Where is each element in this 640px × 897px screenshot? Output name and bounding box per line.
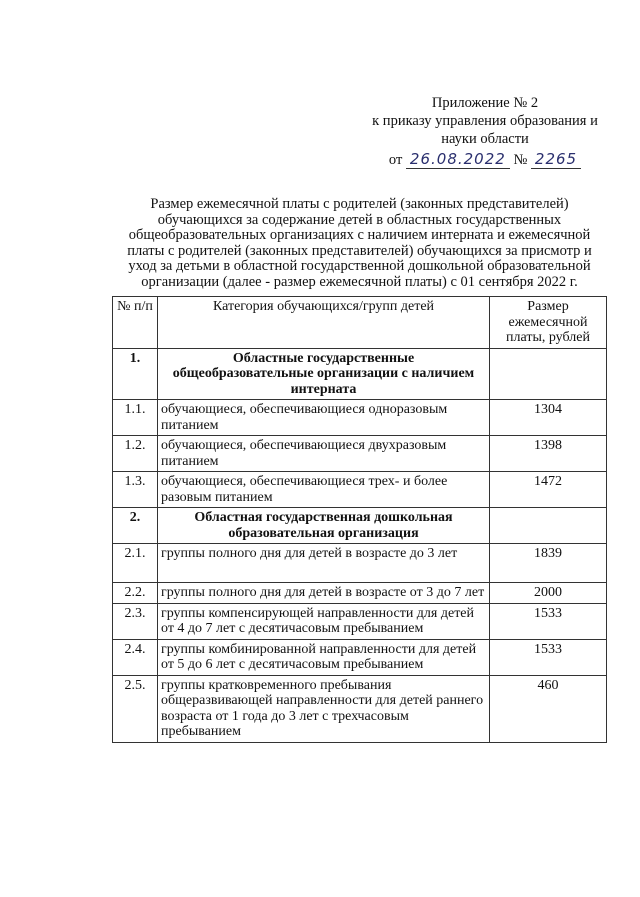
order-prefix: от — [388, 152, 403, 168]
table-row — [113, 348, 607, 400]
row-fee: 1839 — [490, 544, 607, 583]
row-number: 2.2. — [113, 583, 158, 604]
row-fee: 1398 — [490, 436, 607, 472]
order-reference: к приказу управления образования и — [372, 113, 598, 129]
table-row — [113, 675, 607, 742]
row-category: обучающиеся, обеспечивающиеся двухразовым питанием — [158, 436, 490, 472]
table-row — [113, 544, 607, 583]
row-fee — [490, 508, 607, 544]
row-number: 2.1. — [113, 544, 158, 583]
row-category: группы полного дня для детей в возрасте от 3 до 7 лет — [158, 583, 490, 604]
table-row — [113, 639, 607, 675]
row-category: группы комбинированной направленности для детей от 5 до 6 лет с десятичасовым пребыванием — [158, 639, 490, 675]
row-category: Областная государственная дошкольная образовательная организация — [158, 508, 490, 544]
row-category: группы полного дня для детей в возрасте до 3 лет — [158, 544, 490, 583]
row-number: 2.3. — [113, 603, 158, 639]
row-category: группы компенсирующей направленности для детей от 4 до 7 лет с десятичасовым пребыванием — [158, 603, 490, 639]
row-number: 1.1. — [113, 400, 158, 436]
row-number: 2.4. — [113, 639, 158, 675]
order-number-handwritten: 2265 — [531, 150, 581, 169]
table-row — [113, 508, 607, 544]
table-row — [113, 603, 607, 639]
table-row — [113, 472, 607, 508]
appendix-number: Приложение № 2 — [431, 95, 539, 111]
row-number: 1.3. — [113, 472, 158, 508]
order-date-handwritten: 26.08.2022 — [406, 150, 510, 169]
row-category: Областные государственные общеобразовательные организации с наличием интерната — [158, 348, 490, 400]
fee-table — [112, 296, 607, 743]
document-title: Размер ежемесячной платы с родителей (законных представителей) обучающихся за содержание детей в областных государственных общеобразовательных организациях с наличием интерната и ежемесячной платы с родителей (законных представителей) обучающихся за присмотр и уход за детьми в областной государственной дошкольной образовательной организации (далее - размер ежемесячной платы) с 01 сентября 2022 г. — [127, 196, 592, 290]
table-row — [113, 400, 607, 436]
row-category: обучающиеся, обеспечивающиеся трех- и более разовым питанием — [158, 472, 490, 508]
header-fee: Размер ежемесячной платы, рублей — [490, 297, 607, 349]
order-authority: науки области — [441, 131, 529, 147]
row-number: 2.5. — [113, 675, 158, 742]
order-date-line — [360, 148, 610, 170]
row-fee — [490, 348, 607, 400]
table-header-row — [113, 297, 607, 349]
row-number: 1. — [113, 348, 158, 400]
row-number: 1.2. — [113, 436, 158, 472]
row-fee: 2000 — [490, 583, 607, 604]
header-category: Категория обучающихся/групп детей — [158, 297, 490, 349]
row-number: 2. — [113, 508, 158, 544]
table-row — [113, 436, 607, 472]
row-fee: 1533 — [490, 603, 607, 639]
row-fee: 460 — [490, 675, 607, 742]
row-fee: 1533 — [490, 639, 607, 675]
row-fee: 1304 — [490, 400, 607, 436]
row-category: обучающиеся, обеспечивающиеся одноразовым питанием — [158, 400, 490, 436]
order-number-label: № — [513, 152, 528, 168]
header-number: № п/п — [113, 297, 158, 349]
row-fee: 1472 — [490, 472, 607, 508]
table-row — [113, 583, 607, 604]
row-category: группы кратковременного пребывания общеразвивающей направленности для детей раннего возраста от 1 года до 3 лет с трехчасовым пребыванием — [158, 675, 490, 742]
appendix-header — [360, 94, 610, 170]
